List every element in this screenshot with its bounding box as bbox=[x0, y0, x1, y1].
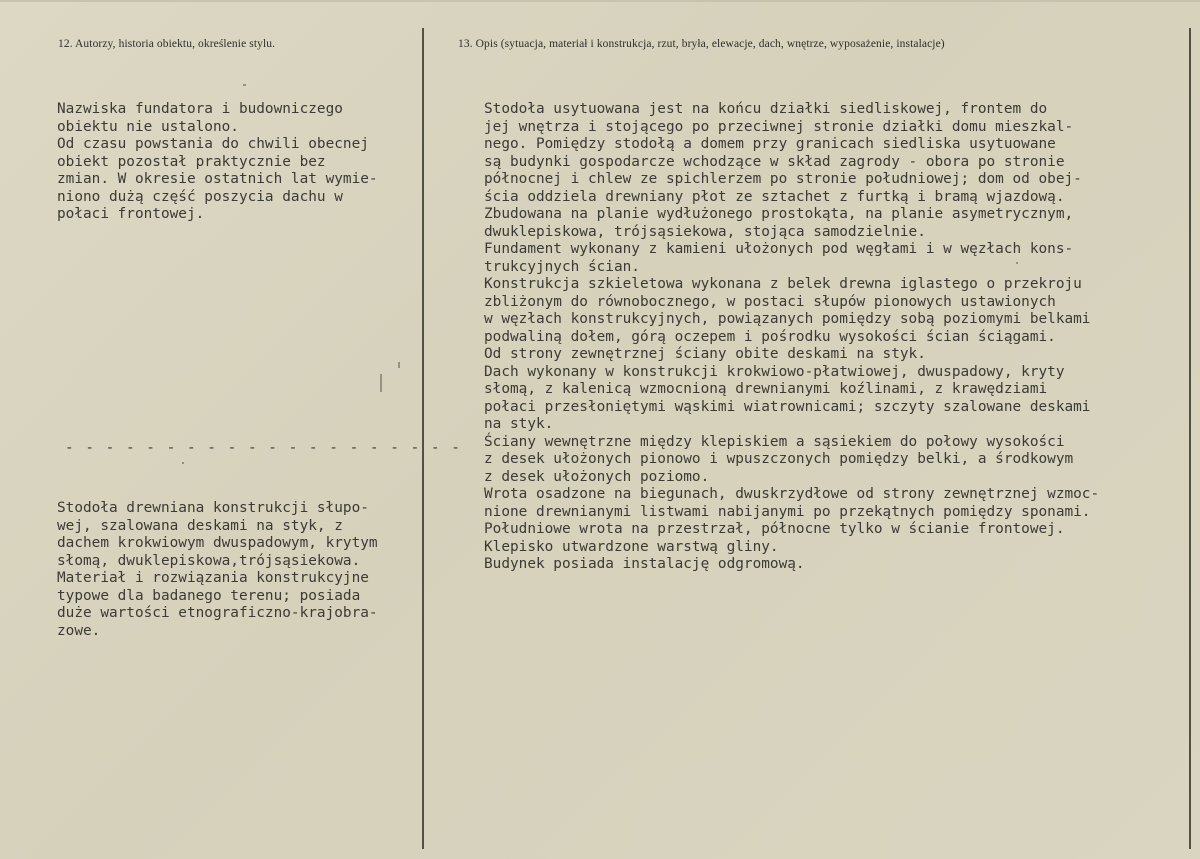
text-line: z desek ułożonych poziomo. bbox=[484, 468, 710, 485]
text-line: Wrota osadzone na biegunach, dwuskrzydłowe od strony zewnętrznej wzmoc- bbox=[484, 486, 1100, 502]
section-13-header: 13. Opis (sytuacja, materiał i konstrukcja, rzut, bryła, elewacje, dach, wnętrze, wyposażenie, instalacje) bbox=[458, 38, 945, 50]
paper-speck bbox=[1016, 262, 1018, 264]
text-line: dachem krokwiowym dwuspadowym, krytym bbox=[57, 535, 378, 551]
text-line: Konstrukcja szkieletowa wykonana z belek drewna iglastego o przekroju bbox=[484, 276, 1082, 292]
text-line: podwaliną dołem, górą oczepem i pośrodku wysokości ścian ściągami. bbox=[484, 328, 1056, 345]
text-line: Stodoła drewniana konstrukcji słupo- bbox=[57, 500, 369, 516]
text-line: obiektu nie ustalono. bbox=[57, 118, 239, 135]
text-line: Zbudowana na planie wydłużonego prostokąta, na planie asymetrycznym, bbox=[484, 206, 1074, 222]
text-line: Klepisko utwardzone warstwą gliny. bbox=[484, 538, 779, 555]
text-line: zmian. W okresie ostatnich lat wymie- bbox=[57, 171, 378, 187]
text-line: zowe. bbox=[57, 622, 101, 639]
text-line: jej wnętrza i stojącego po przeciwnej stronie działki domu mieszkal- bbox=[484, 118, 1074, 135]
right-border bbox=[1189, 28, 1191, 849]
paper-speck bbox=[398, 362, 400, 368]
text-line: Od czasu powstania do chwili obecnej bbox=[57, 136, 369, 152]
text-line: Stodoła usytuowana jest na końcu działki siedliskowej, frontem do bbox=[484, 101, 1048, 117]
text-line: zbliżonym do równobocznego, w postaci słupów pionowych ustawionych bbox=[484, 293, 1056, 310]
text-line: północnej i chlew ze spichlerzem po stronie południowej; dom od obej- bbox=[484, 171, 1082, 187]
description-text bbox=[484, 101, 1099, 574]
text-line: Nazwiska fundatora i budowniczego bbox=[57, 101, 343, 117]
column-divider bbox=[422, 28, 424, 849]
section-12-header: 12. Autorzy, historia obiektu, określenie stylu. bbox=[58, 38, 276, 50]
text-line: ścia oddziela drewniany płot ze sztachet z furtką i bramą wjazdową. bbox=[484, 188, 1065, 205]
text-line: nego. Pomiędzy stodołą a domem przy granicach siedliska usytuowane bbox=[484, 136, 1056, 152]
text-line: z desek ułożonych pionowo i wpuszczonych pomiędzy belki, a środkowym bbox=[484, 451, 1074, 467]
text-line: Materiał i rozwiązania konstrukcyjne bbox=[57, 570, 369, 586]
text-line: Od strony zewnętrznej ściany obite deskami na styk. bbox=[484, 346, 926, 362]
text-line: Ściany wewnętrzne między klepiskiem a sąsiekiem do połowy wysokości bbox=[484, 433, 1065, 450]
text-line: nione drewnianymi listwami nabijanymi po przekątnych pomiędzy sponami. bbox=[484, 503, 1091, 520]
top-edge bbox=[0, 0, 1200, 2]
text-line: duże wartości etnograficzno-krajobra- bbox=[57, 605, 378, 621]
style-assessment-text bbox=[57, 500, 378, 640]
text-line: słomą, dwuklepiskowa,trójsąsiekowa. bbox=[57, 552, 361, 569]
dashed-separator: - - - - - - - - - - - - - - - - - - - - bbox=[65, 440, 462, 456]
text-line: połaci frontowej. bbox=[57, 206, 205, 222]
text-line: dwuklepiskowa, trójsąsiekowa, stojąca samodzielnie. bbox=[484, 223, 926, 240]
text-line: obiekt pozostał praktycznie bez bbox=[57, 153, 326, 170]
text-line: typowe dla badanego terenu; posiada bbox=[57, 587, 361, 604]
text-line: w węzłach konstrukcyjnych, powiązanych pomiędzy sobą poziomymi belkami bbox=[484, 311, 1091, 327]
text-line: Dach wykonany w konstrukcji krokwiowo-płatwiowej, dwuspadowy, kryty bbox=[484, 363, 1065, 380]
text-line: wej, szalowana deskami na styk, z bbox=[57, 517, 343, 534]
text-line: na styk. bbox=[484, 416, 554, 432]
text-line: trukcyjnych ścian. bbox=[484, 258, 640, 275]
authors-history-text bbox=[57, 101, 378, 224]
text-line: Budynek posiada instalację odgromową. bbox=[484, 556, 805, 572]
text-line: niono dużą część poszycia dachu w bbox=[57, 188, 343, 205]
paper-speck bbox=[243, 84, 246, 86]
text-line: połaci przesłoniętymi wąskimi wiatrownicami; szczyty szalowane deskami bbox=[484, 398, 1091, 415]
pencil-mark bbox=[380, 374, 382, 392]
text-line: Fundament wykonany z kamieni ułożonych pod węgłami i w węzłach kons- bbox=[484, 241, 1074, 257]
paper-speck bbox=[182, 462, 184, 464]
text-line: są budynki gospodarcze wchodzące w skład zagrody - obora po stronie bbox=[484, 153, 1065, 170]
text-line: Południowe wrota na przestrzał, północne tylko w ścianie frontowej. bbox=[484, 521, 1065, 537]
text-line: słomą, z kalenicą wzmocnioną drewnianymi koźlinami, z krawędziami bbox=[484, 381, 1048, 397]
